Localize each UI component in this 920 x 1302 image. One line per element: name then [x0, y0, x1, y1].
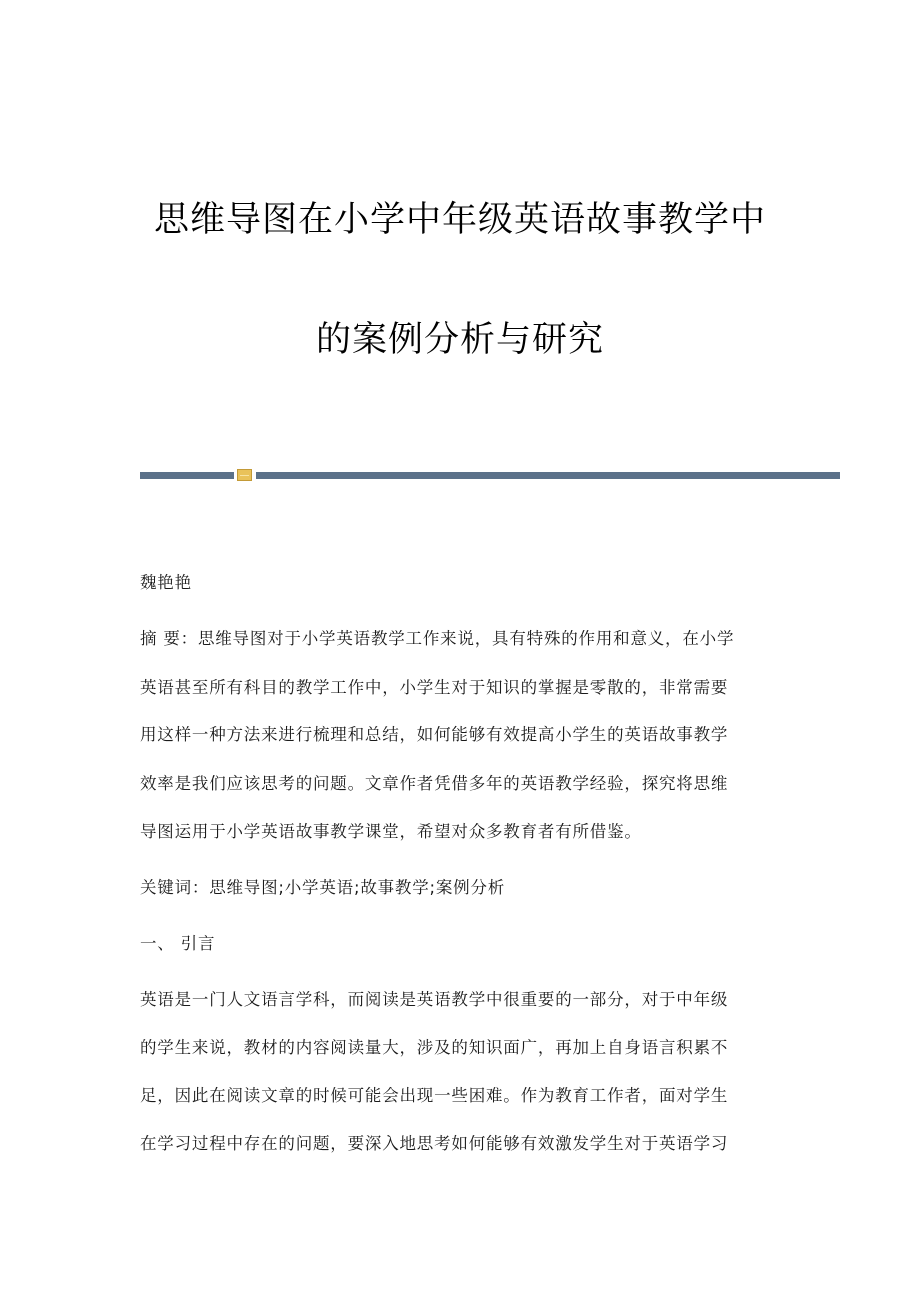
- abstract-line: 效率是我们应该思考的问题。文章作者凭借多年的英语教学经验，探究将思维: [140, 774, 729, 793]
- abstract-line: 用这样一种方法来进行梳理和总结，如何能够有效提高小学生的英语故事教学: [140, 725, 729, 744]
- title-line-2: 的案例分析与研究: [315, 320, 604, 360]
- author-name: 魏艳艳: [140, 573, 192, 592]
- divider-emblem-icon: [237, 469, 252, 481]
- body-line: 在学习过程中存在的问题，要深入地思考如何能够有效激发学生对于英语学习: [140, 1134, 729, 1153]
- abstract-line: 摘 要：思维导图对于小学英语教学工作来说，具有特殊的作用和意义，在小学: [140, 629, 735, 648]
- abstract-line: 导图运用于小学英语故事教学课堂，希望对众多教育者有所借鉴。: [140, 822, 642, 841]
- section-heading: 一、 引言: [140, 934, 216, 953]
- divider-bar-left: [140, 472, 234, 479]
- body-line: 英语是一门人文语言学科，而阅读是英语教学中很重要的一部分，对于中年级: [140, 990, 729, 1009]
- title-divider: [140, 469, 840, 483]
- divider-bar-right: [256, 472, 840, 479]
- keywords-line: 关键词：思维导图;小学英语;故事教学;案例分析: [140, 878, 506, 897]
- body-line: 足，因此在阅读文章的时候可能会出现一些困难。作为教育工作者，面对学生: [140, 1086, 729, 1105]
- abstract-line: 英语甚至所有科目的教学工作中，小学生对于知识的掌握是零散的，非常需要: [140, 678, 729, 697]
- title-line-1: 思维导图在小学中年级英语故事教学中: [153, 200, 766, 240]
- body-line: 的学生来说，教材的内容阅读量大，涉及的知识面广，再加上自身语言积累不: [140, 1038, 729, 1057]
